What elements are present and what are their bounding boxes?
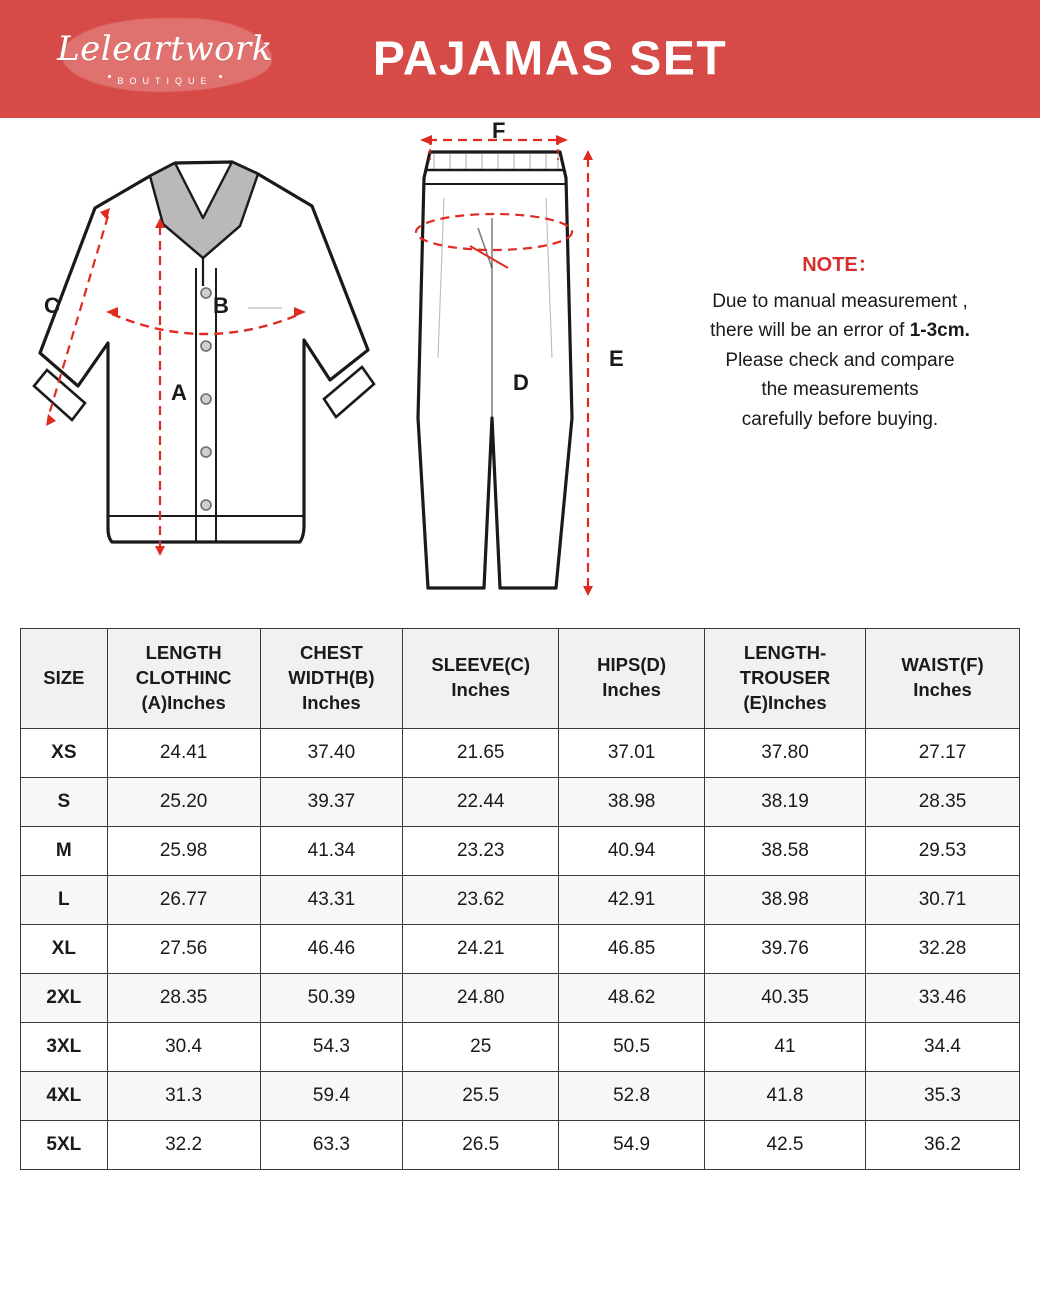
table-header-cell-3 — [403, 629, 559, 729]
pants-illustration — [416, 135, 593, 596]
table-cell: 26.5 — [403, 1120, 559, 1169]
table-cell: 33.46 — [866, 973, 1020, 1022]
table-header-cell-6 — [866, 629, 1020, 729]
table-row — [21, 1071, 1020, 1120]
note-line-5: carefully before buying. — [741, 408, 939, 430]
table-cell-size: XS — [21, 728, 108, 777]
table-cell: 41.8 — [704, 1071, 865, 1120]
table-cell: 25 — [403, 1022, 559, 1071]
table-row — [21, 728, 1020, 777]
table-cell: 27.17 — [866, 728, 1020, 777]
table-row — [21, 826, 1020, 875]
table-cell: 30.4 — [107, 1022, 260, 1071]
table-row — [21, 1120, 1020, 1169]
table-header-line: Inches — [451, 679, 511, 701]
table-row — [21, 875, 1020, 924]
note-line-4: the measurements — [761, 379, 919, 401]
table-head — [21, 629, 1020, 729]
note-tolerance: 1-3cm. — [909, 320, 970, 342]
table-header-line: (A)Inches — [141, 691, 226, 713]
table-header-line: CHEST — [300, 642, 363, 663]
note-block — [660, 250, 1020, 434]
table-cell: 54.9 — [559, 1120, 705, 1169]
table-cell: 41 — [704, 1022, 865, 1071]
table-cell: 50.5 — [559, 1022, 705, 1071]
table-header-cell-5 — [704, 629, 865, 729]
table-cell: 24.80 — [403, 973, 559, 1022]
table-cell-size: 3XL — [21, 1022, 108, 1071]
table-cell: 39.76 — [704, 924, 865, 973]
table-cell: 24.41 — [107, 728, 260, 777]
table-header-cell-2 — [260, 629, 403, 729]
label-a: A — [171, 380, 187, 405]
page-header — [0, 0, 1040, 118]
label-e: E — [609, 346, 624, 371]
table-cell: 28.35 — [866, 777, 1020, 826]
table-header-line: TROUSER — [739, 666, 831, 688]
table-cell: 43.31 — [260, 875, 403, 924]
table-cell: 27.56 — [107, 924, 260, 973]
table-cell: 42.91 — [559, 875, 705, 924]
table-header-line: Inches — [913, 679, 972, 701]
table-cell: 36.2 — [866, 1120, 1020, 1169]
table-cell: 38.98 — [704, 875, 865, 924]
table-cell: 22.44 — [403, 777, 559, 826]
table-cell: 29.53 — [866, 826, 1020, 875]
measurement-diagram — [0, 118, 1040, 618]
table-cell: 35.3 — [866, 1071, 1020, 1120]
table-header-line: CLOTHINC — [135, 666, 232, 688]
table-header-line: SLEEVE(C) — [431, 654, 531, 676]
table-cell: 37.40 — [260, 728, 403, 777]
table-cell: 30.71 — [866, 875, 1020, 924]
table-cell: 37.80 — [704, 728, 865, 777]
table-cell: 54.3 — [260, 1022, 403, 1071]
table-cell: 37.01 — [559, 728, 705, 777]
table-header-cell-4 — [559, 629, 705, 729]
brand-name: Leleartwork — [57, 29, 273, 69]
note-line-3: Please check and compare — [725, 349, 955, 371]
note-line-2 — [660, 316, 1020, 345]
table-cell: 24.21 — [403, 924, 559, 973]
table-header-cell-1 — [107, 629, 260, 729]
table-header-line: Inches — [602, 679, 661, 701]
table-cell: 46.85 — [559, 924, 705, 973]
table-cell: 23.23 — [403, 826, 559, 875]
page-title: PAJAMAS SET — [372, 32, 728, 86]
table-header-row — [21, 629, 1020, 729]
label-d: D — [513, 370, 529, 395]
table-header-line: (E)Inches — [743, 691, 827, 713]
note-line-1: Due to manual measurement , — [712, 291, 968, 312]
table-row — [21, 973, 1020, 1022]
table-cell: 40.94 — [559, 826, 705, 875]
note-title: NOTE： — [802, 254, 878, 276]
table-header-line: LENGTH- — [743, 642, 827, 663]
table-row — [21, 924, 1020, 973]
label-f: F — [492, 118, 506, 143]
table-cell: 21.65 — [403, 728, 559, 777]
table-header-line: HIPS(D) — [597, 654, 667, 676]
table-cell: 38.58 — [704, 826, 865, 875]
table-cell: 31.3 — [107, 1071, 260, 1120]
table-cell: 46.46 — [260, 924, 403, 973]
table-row — [21, 1022, 1020, 1071]
table-cell: 25.98 — [107, 826, 260, 875]
size-table — [20, 628, 1020, 1170]
table-cell: 48.62 — [559, 973, 705, 1022]
table-cell: 41.34 — [260, 826, 403, 875]
table-cell-size: 2XL — [21, 973, 108, 1022]
table-cell-size: M — [21, 826, 108, 875]
table-cell-size: S — [21, 777, 108, 826]
table-cell: 63.3 — [260, 1120, 403, 1169]
table-cell: 42.5 — [704, 1120, 865, 1169]
table-cell: 32.2 — [107, 1120, 260, 1169]
table-cell: 26.77 — [107, 875, 260, 924]
table-body — [21, 728, 1020, 1169]
table-cell-size: 4XL — [21, 1071, 108, 1120]
size-chart — [20, 628, 1020, 1170]
brand-subtitle: BOUTIQUE — [117, 76, 213, 86]
table-cell: 23.62 — [403, 875, 559, 924]
shirt-illustration — [34, 162, 374, 556]
table-header-line: WIDTH(B) — [288, 666, 375, 688]
table-cell: 34.4 — [866, 1022, 1020, 1071]
table-cell: 39.37 — [260, 777, 403, 826]
table-cell: 59.4 — [260, 1071, 403, 1120]
table-cell: 28.35 — [107, 973, 260, 1022]
table-header-line: WAIST(F) — [901, 654, 984, 676]
table-cell: 52.8 — [559, 1071, 705, 1120]
label-b: B — [213, 293, 229, 318]
table-header-line: SIZE — [43, 666, 85, 688]
table-header-line: LENGTH — [145, 642, 222, 663]
table-cell-size: L — [21, 875, 108, 924]
table-cell: 50.39 — [260, 973, 403, 1022]
table-cell: 38.98 — [559, 777, 705, 826]
label-c: C — [44, 293, 60, 318]
table-header-line: Inches — [302, 691, 361, 713]
table-header-cell-0 — [21, 629, 108, 729]
table-cell-size: XL — [21, 924, 108, 973]
table-cell: 40.35 — [704, 973, 865, 1022]
table-cell: 25.20 — [107, 777, 260, 826]
note-line-2-text: there will be an error of — [710, 320, 910, 342]
table-cell: 32.28 — [866, 924, 1020, 973]
table-cell: 25.5 — [403, 1071, 559, 1120]
table-cell-size: 5XL — [21, 1120, 108, 1169]
table-cell: 38.19 — [704, 777, 865, 826]
table-row — [21, 777, 1020, 826]
